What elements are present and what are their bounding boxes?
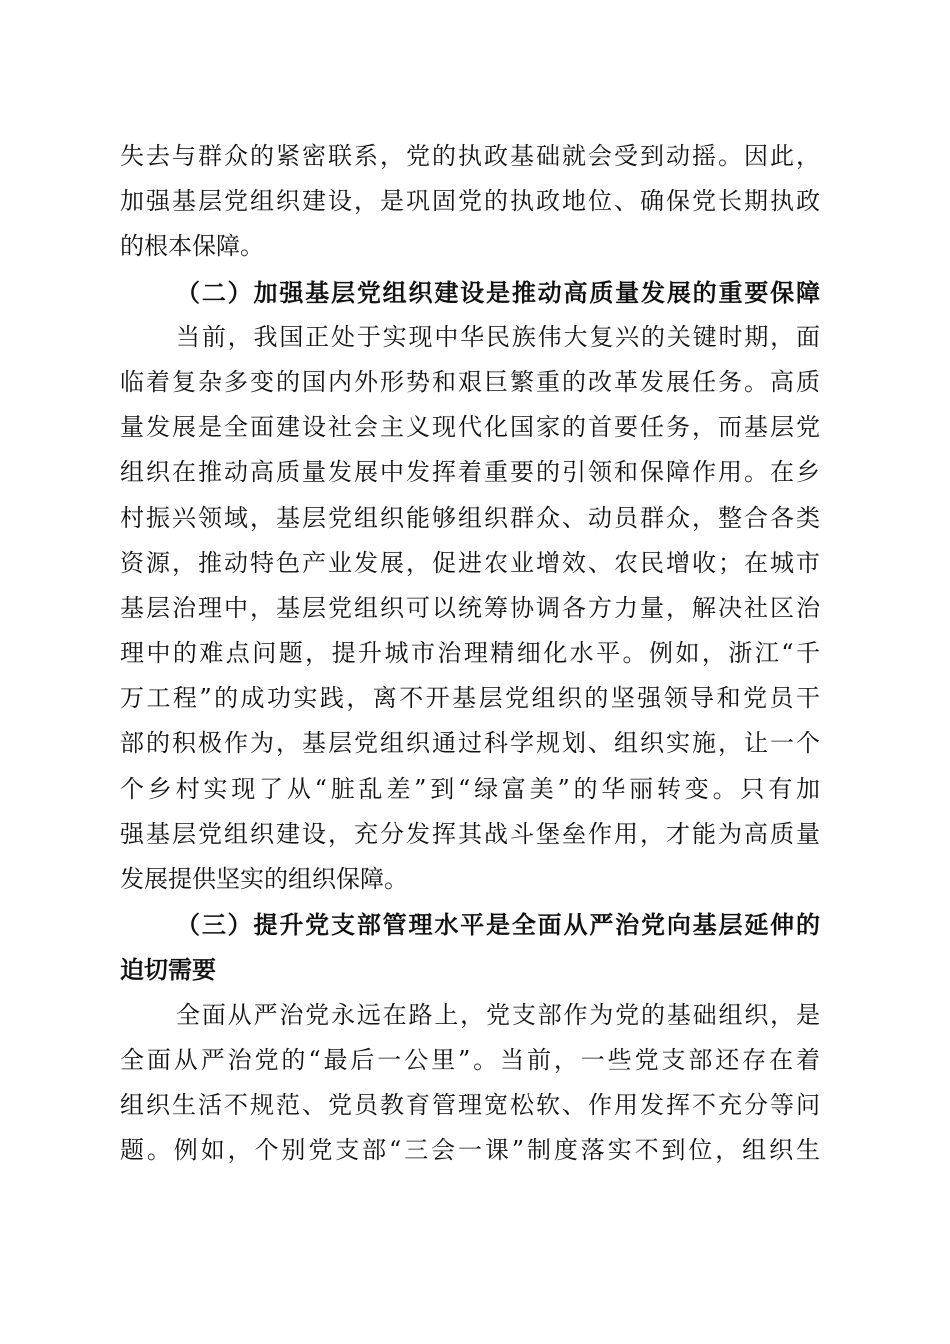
text-line: 组织生活不规范、党员教育管理宽松软、作用发挥不充分等问 — [120, 1090, 820, 1119]
text-line: 迫切需要 — [120, 955, 216, 985]
text-line: 万工程”的成功实践，离不开基层党组织的坚强领导和党员干 — [120, 684, 820, 713]
text-line: 组织在推动高质量发展中发挥着重要的引领和保障作用。在乡 — [120, 458, 820, 487]
text-line: 理中的难点问题，提升城市治理精细化水平。例如，浙江“千 — [120, 639, 820, 668]
text-line: 临着复杂多变的国内外形势和艰巨繁重的改革发展任务。高质 — [120, 367, 820, 396]
text-line: 加强基层党组织建设，是巩固党的执政地位、确保党长期执政 — [120, 187, 820, 216]
section-heading — [120, 270, 820, 315]
text-line: 的根本保障。 — [120, 232, 264, 261]
text-line: （三）提升党支部管理水平是全面从严治党向基层延伸的 — [176, 910, 820, 940]
text-line: （二）加强基层党组织建设是推动高质量发展的重要保障 — [176, 277, 820, 307]
text-line: 部的积极作为，基层党组织通过科学规划、组织实施，让一个 — [120, 729, 820, 758]
text-line: 发展提供坚实的组织保障。 — [120, 865, 408, 893]
paragraph — [120, 315, 820, 902]
text-line: 基层治理中，基层党组织可以统筹协调各方力量，解决社区治 — [120, 593, 820, 622]
text-line: 题。例如，个别党支部“三会一课”制度落实不到位，组织生 — [120, 1136, 820, 1165]
text-line: 强基层党组织建设，充分发挥其战斗堡垒作用，才能为高质量 — [120, 819, 820, 848]
section-heading — [120, 902, 820, 992]
paragraph — [120, 134, 820, 270]
text-line: 全面从严治党永远在路上，党支部作为党的基础组织，是 — [176, 1000, 820, 1029]
text-line: 量发展是全面建设社会主义现代化国家的首要任务，而基层党 — [120, 413, 820, 442]
document-body — [120, 134, 820, 1173]
text-line: 全面从严治党的“最后一公里”。当前，一些党支部还存在着 — [120, 1045, 820, 1074]
paragraph — [120, 993, 820, 1174]
text-line: 个乡村实现了从“脏乱差”到“绿富美”的华丽转变。只有加 — [120, 774, 820, 803]
text-line: 资源，推动特色产业发展，促进农业增效、农民增收；在城市 — [120, 548, 820, 577]
text-line: 失去与群众的紧密联系，党的执政基础就会受到动摇。因此， — [120, 142, 820, 170]
text-line: 村振兴领域，基层党组织能够组织群众、动员群众，整合各类 — [120, 503, 820, 532]
text-line: 当前，我国正处于实现中华民族伟大复兴的关键时期，面 — [176, 322, 820, 351]
